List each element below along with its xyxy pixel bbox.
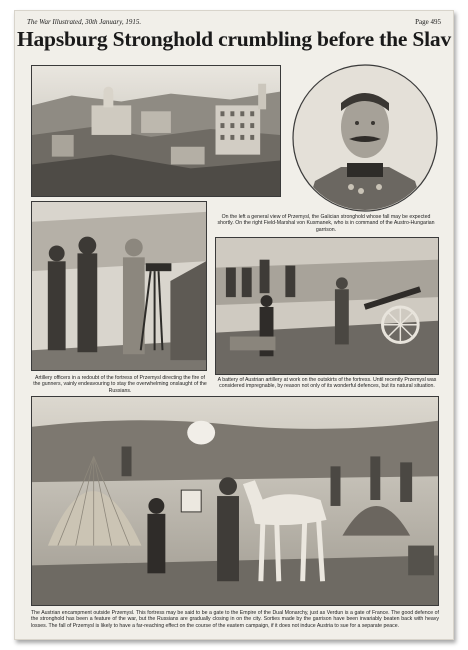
caption-austrian-battery: A battery of Austrian artillery at work on the outskirts of the fortress. Until recently Przemysl was considered impregnable, by reason not only of its wonderful defences, but its natural situation. — [217, 377, 437, 390]
kusmanek-portrait — [291, 63, 439, 213]
artillery-officers-photo — [31, 201, 207, 371]
page-headline: Hapsburg Stronghold crumbling before the Slav — [16, 27, 451, 51]
publication-line: The War Illustrated, 30th January, 1915. — [27, 18, 142, 26]
caption-przemysl-view: On the left a general view of Przemysl, the Galician stronghold whose fall may be expected shortly. On the right Field-Marshal von Kusmanek, who is in command of the Austro-Hungarian garrison. — [217, 214, 435, 233]
przemysl-city-photo — [31, 65, 281, 197]
caption-artillery-officers: Artillery officers in a redoubt of the fortress of Przemysl directing the fire of the gunners, vainly endeavouring to stay the overwhelming onslaught of the Russians. — [33, 375, 207, 394]
austrian-battery-photo — [215, 237, 439, 375]
page-number: Page 495 — [415, 18, 441, 26]
caption-encampment: The Austrian encampment outside Przemysl. This fortress may be said to be a gate to the Empire of the Dual Monarchy, just as Verdun is a gate of France. The good defence of the stronghold has been a feature of the war, but the Russians are gradually closing in on the city. Sorties made by the garrison have been invariably beaten back with heavy losses. The fall of Przemysl is likely to have a far-reaching effect on the course of the eastern campaign, if it does not induce Austria to sue for a separate peace. — [31, 610, 439, 629]
magazine-page — [14, 10, 454, 640]
austrian-encampment-photo — [31, 396, 439, 606]
